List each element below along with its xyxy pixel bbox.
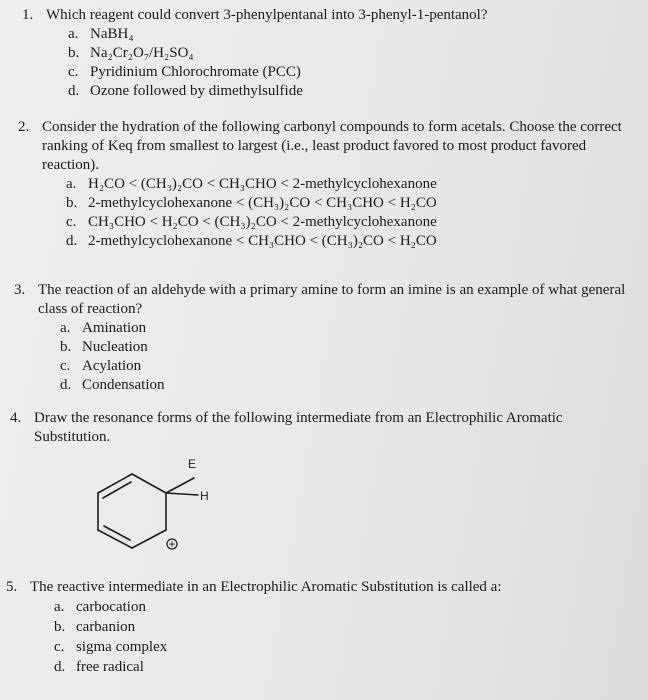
question-stem: The reaction of an aldehyde with a primary amine to form an imine is an example of what general class of reaction?	[38, 282, 626, 317]
question-number: 1.	[22, 7, 34, 23]
option-letter: d.	[68, 83, 80, 99]
option-c	[54, 637, 636, 657]
substituent-bond-h	[166, 493, 198, 495]
option-letter: d.	[66, 233, 78, 249]
question-number: 5.	[6, 579, 18, 595]
option-text: NaBH₄	[90, 26, 134, 42]
option-d	[54, 657, 636, 677]
option-text: Acylation	[82, 358, 142, 374]
label-h: H	[200, 489, 209, 503]
option-b	[68, 44, 622, 63]
option-text: CH₃CHO < H₂CO < (CH₃)₂CO < 2-methylcyclohexanone	[88, 214, 437, 230]
option-text: H₂CO < (CH₃)₂CO < CH₃CHO < 2-methylcyclohexanone	[88, 176, 437, 192]
question-number: 2.	[18, 119, 30, 135]
option-b	[60, 338, 644, 357]
substituent-bond-e	[166, 478, 194, 493]
option-d	[66, 232, 628, 251]
option-list	[66, 175, 628, 251]
option-text: 2-methylcyclohexanone < CH₃CHO < (CH₃)₂CO < H₂CO	[88, 233, 437, 249]
ring-bond	[132, 530, 166, 548]
option-letter: b.	[68, 45, 80, 61]
option-letter: a.	[68, 26, 79, 42]
ring-bond	[132, 474, 166, 493]
label-e: E	[188, 457, 197, 471]
option-text: 2-methylcyclohexanone < (CH₃)₂CO < CH₃CHO < H₂CO	[88, 195, 437, 211]
option-text: free radical	[76, 659, 144, 675]
option-text: carbocation	[76, 599, 146, 615]
question-number: 4.	[10, 410, 22, 426]
option-b	[54, 617, 636, 637]
option-text: Na₂Cr₂O₇/H₂SO₄	[90, 45, 194, 61]
option-a	[54, 597, 636, 617]
arenium-ion-structure	[80, 448, 220, 558]
option-list	[68, 25, 622, 101]
option-letter: c.	[68, 64, 79, 80]
option-letter: a.	[54, 599, 65, 615]
option-letter: c.	[60, 358, 71, 374]
option-text: Ozone followed by dimethylsulfide	[90, 83, 303, 99]
question-1	[22, 6, 622, 101]
option-text: Pyridinium Chlorochromate (PCC)	[90, 64, 301, 80]
option-letter: a.	[60, 320, 71, 336]
option-letter: d.	[60, 377, 72, 393]
option-d	[60, 376, 644, 395]
positive-charge-sign: +	[168, 537, 176, 551]
option-text: carbanion	[76, 619, 136, 635]
option-text: Amination	[82, 320, 147, 336]
option-a	[66, 175, 628, 194]
option-list	[60, 319, 644, 395]
option-c	[66, 213, 628, 232]
option-c	[68, 63, 622, 82]
question-stem: Consider the hydration of the following carbonyl compounds to form acetals. Choose the correct ranking of Keq from smallest to largest (i.e., least product favored to most product favored reaction).	[42, 119, 622, 173]
option-letter: b.	[60, 339, 72, 355]
option-list	[54, 597, 636, 677]
question-5	[6, 578, 636, 677]
question-3	[14, 281, 644, 395]
option-letter: b.	[54, 619, 66, 635]
option-letter: a.	[66, 176, 77, 192]
option-b	[66, 194, 628, 213]
option-c	[60, 357, 644, 376]
question-stem: The reactive intermediate in an Electrophilic Aromatic Substitution is called a:	[30, 579, 502, 595]
question-number: 3.	[14, 282, 26, 298]
double-bond-line	[104, 526, 130, 540]
option-d	[68, 82, 622, 101]
option-text: sigma complex	[76, 639, 168, 655]
option-text: Condensation	[82, 377, 165, 393]
option-letter: c.	[54, 639, 65, 655]
double-bond-line	[103, 482, 131, 498]
question-stem: Draw the resonance forms of the following intermediate from an Electrophilic Aromatic Substitution.	[34, 410, 563, 445]
question-4	[10, 409, 640, 447]
option-text: Nucleation	[82, 339, 148, 355]
question-stem: Which reagent could convert 3-phenylpentanal into 3-phenyl-1-pentanol?	[46, 7, 488, 23]
option-letter: c.	[66, 214, 77, 230]
question-2	[18, 118, 628, 251]
option-letter: b.	[66, 195, 78, 211]
arenium-ion-drawing	[80, 448, 220, 558]
option-a	[68, 25, 622, 44]
option-letter: d.	[54, 659, 66, 675]
option-a	[60, 319, 644, 338]
